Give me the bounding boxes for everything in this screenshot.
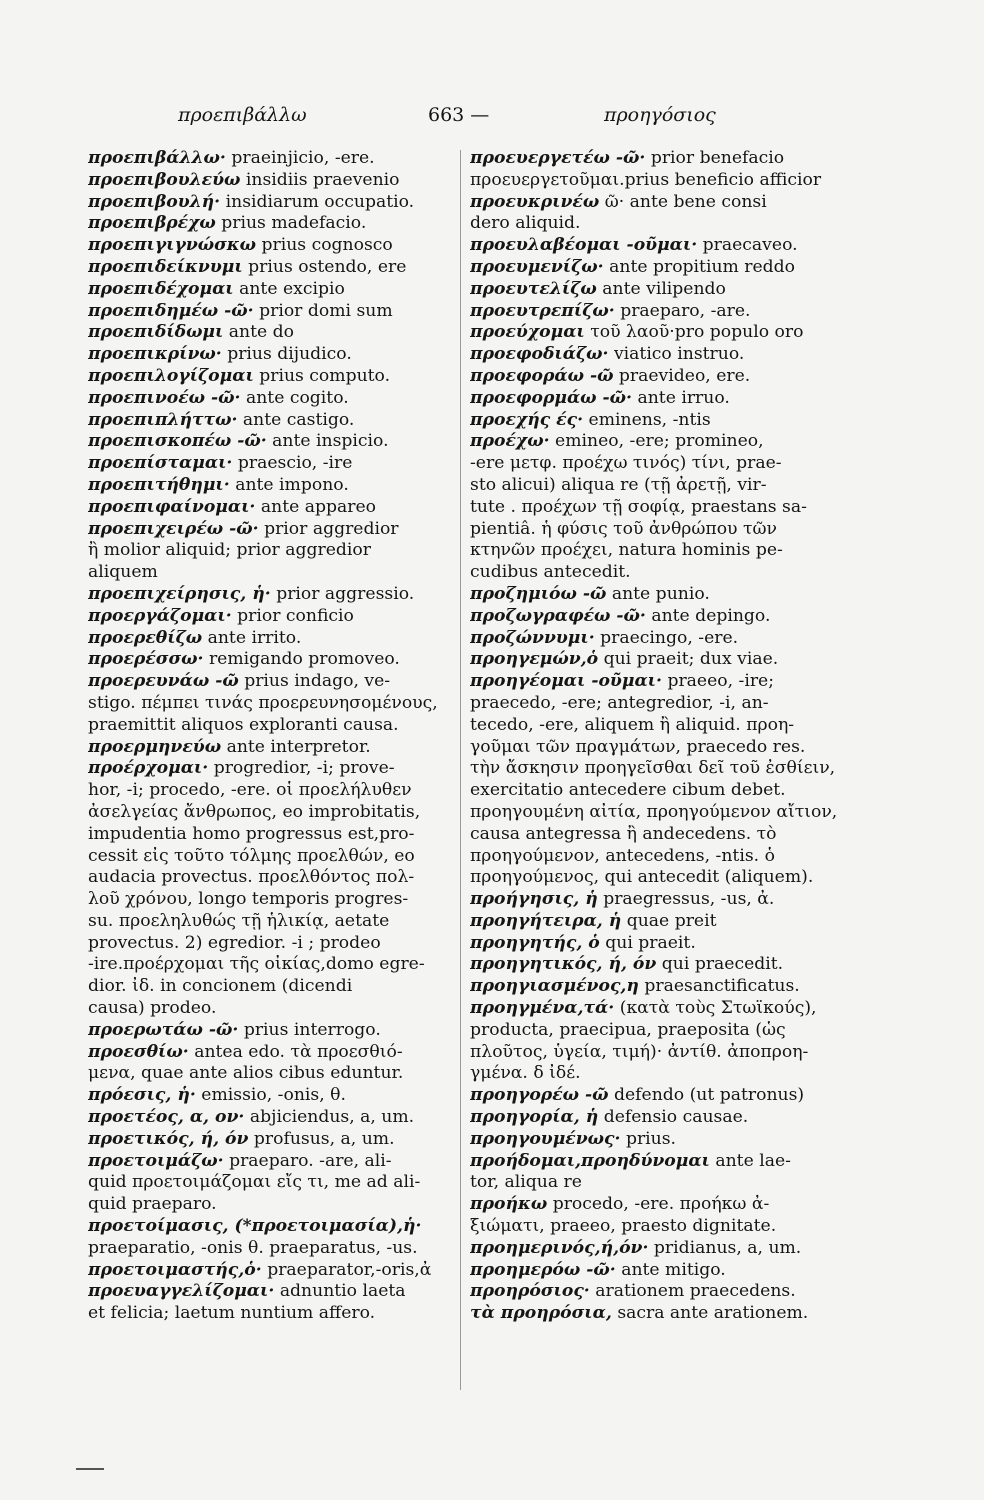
dictionary-entry-line xyxy=(470,192,854,214)
headword: προεπινοέω -ῶ· xyxy=(88,387,241,408)
dictionary-entry-line xyxy=(470,1303,854,1325)
dictionary-entry-line xyxy=(88,148,454,170)
definition: ante do xyxy=(228,322,295,343)
headword: προζωγραφέω -ῶ· xyxy=(470,605,646,626)
definition: procedo, -ere. προήκω ἀ- xyxy=(552,1194,770,1215)
dictionary-entry-line xyxy=(470,279,854,301)
headword: προεπίσταμαι· xyxy=(88,453,233,474)
headword: προήδομαι,προηδύνομαι xyxy=(470,1150,710,1171)
definition: praeparo. -are, ali- xyxy=(229,1150,392,1171)
definition: prior domi sum xyxy=(259,300,393,321)
definition: ante mitigo. xyxy=(621,1259,726,1280)
definition: profusus, a, um. xyxy=(253,1128,395,1149)
dictionary-entry-line xyxy=(470,976,854,998)
headword: προήγησις, ἡ xyxy=(470,889,598,910)
definition: ante lae- xyxy=(715,1150,791,1171)
definition: προηγούμενον, antecedens, -ntis. ὁ xyxy=(470,845,775,866)
dictionary-entry-line xyxy=(88,1303,454,1325)
headword: προευεργετέω -ῶ· xyxy=(470,148,646,168)
headword: προεπικρίνω· xyxy=(88,344,222,365)
headword: προεπιγιγνώσκω xyxy=(88,235,257,256)
definition: producta, praecipua, praeposita (ὡς xyxy=(470,1019,786,1040)
definition: causa antegressa ἢ andecedens. τὸ xyxy=(470,823,777,844)
headword: προευμενίζω· xyxy=(470,256,604,277)
dictionary-entry-line xyxy=(88,497,454,519)
headword: προέρχομαι· xyxy=(88,758,209,779)
headword: προεπιτήθημι· xyxy=(88,474,230,495)
headword: προετέος, α, ον· xyxy=(88,1107,245,1128)
definition: ἀσελγείας ἄνθρωπος, eo improbitatis, xyxy=(88,801,421,822)
dictionary-entry-line xyxy=(470,606,854,628)
right-column xyxy=(470,148,854,1325)
headword: προεπιχείρησις, ἡ· xyxy=(88,583,271,604)
dictionary-entry-line xyxy=(470,519,854,541)
headword: προετοιμαστής,ὁ· xyxy=(88,1259,262,1280)
dictionary-entry-line xyxy=(88,1085,454,1107)
definition: prior conficio xyxy=(237,605,354,626)
headword: προεπισκοπέω -ῶ· xyxy=(88,431,267,452)
dictionary-entry-line xyxy=(470,628,854,650)
dictionary-entry-line xyxy=(88,867,454,889)
dictionary-entry-line xyxy=(470,301,854,323)
dictionary-entry-line xyxy=(88,170,454,192)
dictionary-entry-line xyxy=(88,715,454,737)
definition: tecedo, -ere, aliquem ἢ aliquid. προη- xyxy=(470,714,795,735)
definition: arationem praecedens. xyxy=(595,1281,796,1302)
headword: τὰ προηρόσια, xyxy=(470,1303,612,1324)
dictionary-entry-line xyxy=(88,628,454,650)
definition: prius ostendo, ere xyxy=(248,256,407,277)
dictionary-entry-line xyxy=(88,649,454,671)
dictionary-entry-line xyxy=(88,453,454,475)
dictionary-entry-line xyxy=(470,1151,854,1173)
dictionary-entry-line xyxy=(88,1151,454,1173)
dictionary-entry-line xyxy=(88,911,454,933)
dictionary-entry-line xyxy=(470,867,854,889)
definition: praeeo, -ire; xyxy=(667,671,775,692)
headword: προημερινός,ή,όν· xyxy=(470,1237,649,1258)
definition: quid προετοιμάζομαι εἴς τι, me ad ali- xyxy=(88,1172,421,1193)
dictionary-entry-line xyxy=(88,737,454,759)
definition: λοῦ χρόνου, longo temporis progres- xyxy=(88,889,409,910)
definition: γοῦμαι τῶν πραγμάτων, praecedo res. xyxy=(470,736,806,757)
dictionary-entry-line xyxy=(470,1238,854,1260)
definition: prius madefacio. xyxy=(221,213,367,234)
definition: praeinjicio, -ere. xyxy=(231,148,375,168)
definition: ante interpretor. xyxy=(226,736,371,757)
dictionary-entry-line xyxy=(88,1281,454,1303)
dictionary-entry-line xyxy=(470,933,854,955)
dictionary-entry-line xyxy=(88,802,454,824)
definition: praescio, -ire xyxy=(237,453,353,474)
definition: eminens, -ntis xyxy=(588,409,711,430)
definition: ante irruo. xyxy=(637,387,730,408)
dictionary-entry-line xyxy=(88,519,454,541)
headword: προευτρεπίζω· xyxy=(470,300,615,321)
headword: προηρόσιος· xyxy=(470,1281,590,1302)
definition: praesanctificatus. xyxy=(644,976,800,997)
definition: praeparatio, -onis θ. praeparatus, -us. xyxy=(88,1237,418,1258)
dictionary-entry-line xyxy=(88,235,454,257)
dictionary-entry-line xyxy=(470,1085,854,1107)
definition: ante cogito. xyxy=(245,387,349,408)
headword: προεπιβάλλω· xyxy=(88,148,226,168)
definition: provectus. 2) egredior. -i ; prodeo xyxy=(88,932,381,953)
definition: τὴν ἄσκησιν προηγεῖσθαι δεῖ τοῦ ἐσθίειν, xyxy=(470,758,836,779)
definition: causa) prodeo. xyxy=(88,998,217,1019)
headword: προευλαβέομαι -οῦμαι· xyxy=(470,235,698,256)
dictionary-entry-line xyxy=(88,1063,454,1085)
dictionary-entry-line xyxy=(88,410,454,432)
dictionary-entry-line xyxy=(470,824,854,846)
headword: προηγορέω -ῶ xyxy=(470,1085,609,1106)
definition: ante irrito. xyxy=(207,627,302,648)
dictionary-entry-line xyxy=(470,846,854,868)
dictionary-entry-line xyxy=(470,1063,854,1085)
definition: hor, -i; procedo, -ere. οἱ προελήλυθεν xyxy=(88,780,412,801)
definition: qui praeit. xyxy=(605,932,696,953)
definition: ante punio. xyxy=(611,583,710,604)
dictionary-entry-line xyxy=(88,1216,454,1238)
definition: su. προεληλυθώς τῇ ἡλικίᾳ, aetate xyxy=(88,910,390,931)
definition: dero aliquid. xyxy=(470,213,581,234)
headword: προεργάζομαι· xyxy=(88,605,232,626)
definition: κτηνῶν προέχει, natura hominis pe- xyxy=(470,540,783,561)
dictionary-entry-line xyxy=(470,1281,854,1303)
definition: (κατὰ τοὺς Στωϊκούς), xyxy=(619,998,817,1019)
dictionary-entry-line xyxy=(88,344,454,366)
definition: ῶ· ante bene consi xyxy=(604,191,767,212)
definition: sacra ante arationem. xyxy=(617,1303,809,1324)
dictionary-entry-line xyxy=(88,954,454,976)
headword: προηγητής, ὁ xyxy=(470,932,600,953)
dictionary-entry-line xyxy=(88,475,454,497)
definition: emissio, -onis, θ. xyxy=(201,1085,346,1106)
dictionary-entry-line xyxy=(88,1194,454,1216)
definition: impudentia homo progressus est,pro- xyxy=(88,823,415,844)
headword: προερεθίζω xyxy=(88,627,203,648)
dictionary-entry-line xyxy=(88,213,454,235)
dictionary-entry-line xyxy=(470,1172,854,1194)
dictionary-entry-line xyxy=(470,1042,854,1064)
headword: προεπιδίδωμι xyxy=(88,322,224,343)
headword: προερμηνεύω xyxy=(88,736,222,757)
dictionary-entry-line xyxy=(88,606,454,628)
headword: προημερόω -ῶ· xyxy=(470,1259,616,1280)
dictionary-entry-line xyxy=(470,889,854,911)
dictionary-entry-line xyxy=(470,388,854,410)
headword: προζημιόω -ῶ xyxy=(470,583,607,604)
dictionary-entry-line xyxy=(88,562,454,584)
definition: prius dijudico. xyxy=(227,344,352,365)
dictionary-entry-line xyxy=(88,780,454,802)
dictionary-entry-line xyxy=(88,1129,454,1151)
definition: γμένα. δ ἰδέ. xyxy=(470,1063,581,1084)
headword: προεφοράω -ῶ xyxy=(470,365,614,386)
header-left-word: προεπιβάλλω xyxy=(178,104,307,126)
definition: τοῦ λαοῦ·pro populo oro xyxy=(590,322,804,343)
headword: προηγιασμένος,η xyxy=(470,976,639,997)
headword: προηγήτειρα, ἡ xyxy=(470,910,622,931)
definition: cessit εἰς τοῦτο τόλμης προελθών, eo xyxy=(88,845,415,866)
dictionary-entry-line xyxy=(470,148,854,170)
dictionary-entry-line xyxy=(470,758,854,780)
dictionary-entry-line xyxy=(88,322,454,344)
dictionary-entry-line xyxy=(88,584,454,606)
column-divider xyxy=(460,150,461,1390)
definition: prius computo. xyxy=(259,365,391,386)
headword: προήκω xyxy=(470,1194,548,1215)
headword: προεπιφαίνομαι· xyxy=(88,496,256,517)
definition: ξιώματι, praeeo, praesto dignitate. xyxy=(470,1216,777,1237)
headword: προεύχομαι xyxy=(470,322,585,343)
definition: prius indago, ve- xyxy=(244,671,391,692)
headword: προεπιχειρέω -ῶ· xyxy=(88,518,259,539)
definition: et felicia; laetum nuntium affero. xyxy=(88,1303,376,1324)
dictionary-entry-line xyxy=(88,693,454,715)
definition: prior aggredior xyxy=(264,518,399,539)
left-column xyxy=(88,148,454,1325)
definition: insidiis praevenio xyxy=(245,169,400,190)
headword: προεπιβουλή· xyxy=(88,191,221,212)
dictionary-entry-line xyxy=(470,235,854,257)
definition: ante depingo. xyxy=(651,605,771,626)
dictionary-entry-line xyxy=(470,998,854,1020)
headword: προευτελίζω xyxy=(470,278,597,299)
dictionary-entry-line xyxy=(88,1042,454,1064)
definition: praecedo, -ere; antegredior, -i, an- xyxy=(470,692,769,713)
dictionary-entry-line xyxy=(470,1129,854,1151)
dictionary-entry-line xyxy=(470,497,854,519)
dictionary-entry-line xyxy=(88,1107,454,1129)
definition: defensio causae. xyxy=(603,1107,749,1128)
headword: προετοίμασις, (*προετοιμασία),ἡ· xyxy=(88,1216,422,1237)
dictionary-entry-line xyxy=(88,1260,454,1282)
definition: aliquem xyxy=(88,562,158,583)
headword: προηγμένα,τά· xyxy=(470,998,615,1019)
headword: προηγουμένως· xyxy=(470,1128,621,1149)
dictionary-entry-line xyxy=(88,998,454,1020)
definition: προευεργετοῦμαι.prius beneficio afficior xyxy=(470,169,822,190)
dictionary-entry-line xyxy=(470,170,854,192)
dictionary-entry-line xyxy=(470,453,854,475)
definition: praecaveo. xyxy=(702,235,798,256)
definition: pridianus, a, um. xyxy=(653,1237,802,1258)
definition: ante propitium reddo xyxy=(609,256,796,277)
headword: προηγορία, ἡ xyxy=(470,1107,599,1128)
definition: abjiciendus, a, um. xyxy=(249,1107,415,1128)
headword: προερευνάω -ῶ xyxy=(88,671,239,692)
headword: προζώννυμι· xyxy=(470,627,595,648)
headword: προεπιλογίζομαι xyxy=(88,365,254,386)
dictionary-entry-line xyxy=(470,322,854,344)
definition: cudibus antecedit. xyxy=(470,562,631,583)
definition: ante vilipendo xyxy=(602,278,726,299)
dictionary-entry-line xyxy=(88,933,454,955)
definition: praeparator,-oris,ἀ xyxy=(267,1259,432,1280)
definition: insidiarum occupatio. xyxy=(225,191,415,212)
headword: προηγητικός, ή, όν xyxy=(470,954,657,975)
dictionary-entry-line xyxy=(88,388,454,410)
dictionary-entry-line xyxy=(88,758,454,780)
definition: praevideo, ere. xyxy=(618,365,751,386)
dictionary-entry-line xyxy=(470,802,854,824)
definition: antea edo. τὰ προεσθιό- xyxy=(194,1041,403,1062)
headword: προεπιδείκνυμι xyxy=(88,256,243,277)
headword: προεπιδημέω -ῶ· xyxy=(88,300,254,321)
definition: prior benefacio xyxy=(650,148,785,168)
headword: προεφορμάω -ῶ· xyxy=(470,387,633,408)
definition: quid praeparo. xyxy=(88,1194,217,1215)
dictionary-entry-line xyxy=(88,431,454,453)
headword: προηγέομαι -οῦμαι· xyxy=(470,671,662,692)
dictionary-entry-line xyxy=(470,410,854,432)
headword: προεφοδιάζω· xyxy=(470,344,609,365)
headword: προεπιβρέχω xyxy=(88,213,216,234)
definition: prius interrogo. xyxy=(243,1019,381,1040)
headword: προεπιδέχομαι xyxy=(88,278,234,299)
header-right-word: προηγόσιος xyxy=(604,104,716,126)
dictionary-entry-line xyxy=(470,475,854,497)
definition: ante appareo xyxy=(260,496,376,517)
dictionary-entry-line xyxy=(88,889,454,911)
definition: progredior, -i; prove- xyxy=(213,758,395,779)
headword: πρόεσις, ἡ· xyxy=(88,1085,196,1106)
definition: praeparo, -are. xyxy=(620,300,751,321)
definition: ante castigo. xyxy=(242,409,355,430)
definition: emineo, -ere; promineo, xyxy=(555,431,764,452)
headword: προετικός, ή, όν xyxy=(88,1128,249,1149)
page-number: 663 — xyxy=(428,104,490,126)
headword: προηγεμών,ὁ xyxy=(470,649,599,670)
definition: prius cognosco xyxy=(261,235,393,256)
dictionary-entry-line xyxy=(470,344,854,366)
dictionary-entry-line xyxy=(88,824,454,846)
dictionary-entry-line xyxy=(88,279,454,301)
definition: tor, aliqua re xyxy=(470,1172,582,1193)
dictionary-entry-line xyxy=(470,911,854,933)
page-header xyxy=(0,104,984,134)
dictionary-entry-line xyxy=(470,693,854,715)
definition: defendo (ut patronus) xyxy=(613,1085,805,1106)
dictionary-entry-line xyxy=(88,366,454,388)
dictionary-entry-line xyxy=(470,257,854,279)
dictionary-entry-line xyxy=(88,671,454,693)
headword: προερέσσω· xyxy=(88,649,204,670)
definition: viatico instruo. xyxy=(613,344,745,365)
dictionary-entry-line xyxy=(470,715,854,737)
dictionary-entry-line xyxy=(470,1216,854,1238)
dictionary-entry-line xyxy=(470,671,854,693)
definition: qui praeit; dux viae. xyxy=(603,649,779,670)
dictionary-entry-line xyxy=(88,540,454,562)
definition: πλοῦτος, ὑγεία, τιμή)· ἀντίθ. ἀποπροη- xyxy=(470,1041,809,1062)
dictionary-entry-line xyxy=(88,192,454,214)
headword: προέχω· xyxy=(470,431,550,452)
definition: -ire.προέρχομαι τῆς οἰκίας,domo egre- xyxy=(88,954,425,975)
dictionary-entry-line xyxy=(470,213,854,235)
definition: dior. ἰδ. in concionem (dicendi xyxy=(88,976,353,997)
dictionary-entry-line xyxy=(470,1107,854,1129)
printer-mark xyxy=(76,1468,104,1470)
definition: qui praecedit. xyxy=(661,954,784,975)
headword: προεσθίω· xyxy=(88,1041,189,1062)
headword: προευκρινέω xyxy=(470,191,600,212)
dictionary-entry-line xyxy=(470,366,854,388)
definition: μενα, quae ante alios cibus eduntur. xyxy=(88,1063,404,1084)
definition: sto alicui) aliqua re (τῇ ἀρετῇ, vir- xyxy=(470,474,767,495)
definition: pientiâ. ἡ φύσις τοῦ ἀνθρώπου τῶν xyxy=(470,518,777,539)
headword: προεπιπλήττω· xyxy=(88,409,238,430)
definition: praecingo, -ere. xyxy=(600,627,739,648)
definition: quae preit xyxy=(626,910,717,931)
dictionary-entry-line xyxy=(470,737,854,759)
headword: προερωτάω -ῶ· xyxy=(88,1019,239,1040)
dictionary-entry-line xyxy=(88,976,454,998)
headword: προεχής ές· xyxy=(470,409,584,430)
definition: ἢ molior aliquid; prior aggredior xyxy=(88,540,371,561)
dictionary-entry-line xyxy=(88,1238,454,1260)
headword: προεπιβουλεύω xyxy=(88,169,241,190)
definition: adnuntio laeta xyxy=(279,1281,406,1302)
dictionary-entry-line xyxy=(88,1020,454,1042)
dictionary-entry-line xyxy=(470,540,854,562)
dictionary-entry-line xyxy=(470,954,854,976)
definition: ante inspicio. xyxy=(272,431,389,452)
definition: exercitatio antecedere cibum debet. xyxy=(470,780,786,801)
definition: stigo. πέμπει τινάς προερευνησομένους, xyxy=(88,692,438,713)
definition: prius. xyxy=(625,1128,677,1149)
dictionary-entry-line xyxy=(88,301,454,323)
definition: -ere μετφ. προέχω τινός) τίνι, prae- xyxy=(470,453,782,474)
definition: προηγουμένη αἰτία, προηγούμενον αἴτιον, xyxy=(470,801,838,822)
definition: προηγούμενος, qui antecedit (aliquem). xyxy=(470,867,814,888)
definition: ante impono. xyxy=(235,474,349,495)
definition: remigando promoveo. xyxy=(208,649,400,670)
dictionary-entry-line xyxy=(470,649,854,671)
dictionary-entry-line xyxy=(88,257,454,279)
dictionary-entry-line xyxy=(470,431,854,453)
definition: praemittit aliquos exploranti causa. xyxy=(88,714,399,735)
headword: προετοιμάζω· xyxy=(88,1150,224,1171)
dictionary-entry-line xyxy=(470,780,854,802)
definition: prior aggressio. xyxy=(276,583,415,604)
dictionary-entry-line xyxy=(470,584,854,606)
definition: praegressus, -us, ἀ. xyxy=(603,889,775,910)
dictionary-entry-line xyxy=(88,846,454,868)
dictionary-entry-line xyxy=(470,1194,854,1216)
dictionary-entry-line xyxy=(470,562,854,584)
dictionary-entry-line xyxy=(88,1172,454,1194)
dictionary-entry-line xyxy=(470,1260,854,1282)
definition: audacia provectus. προελθόντος πολ- xyxy=(88,867,415,888)
definition: tute . προέχων τῇ σοφίᾳ, praestans sa- xyxy=(470,496,807,517)
definition: ante excipio xyxy=(239,278,345,299)
headword: προευαγγελίζομαι· xyxy=(88,1281,275,1302)
dictionary-entry-line xyxy=(470,1020,854,1042)
